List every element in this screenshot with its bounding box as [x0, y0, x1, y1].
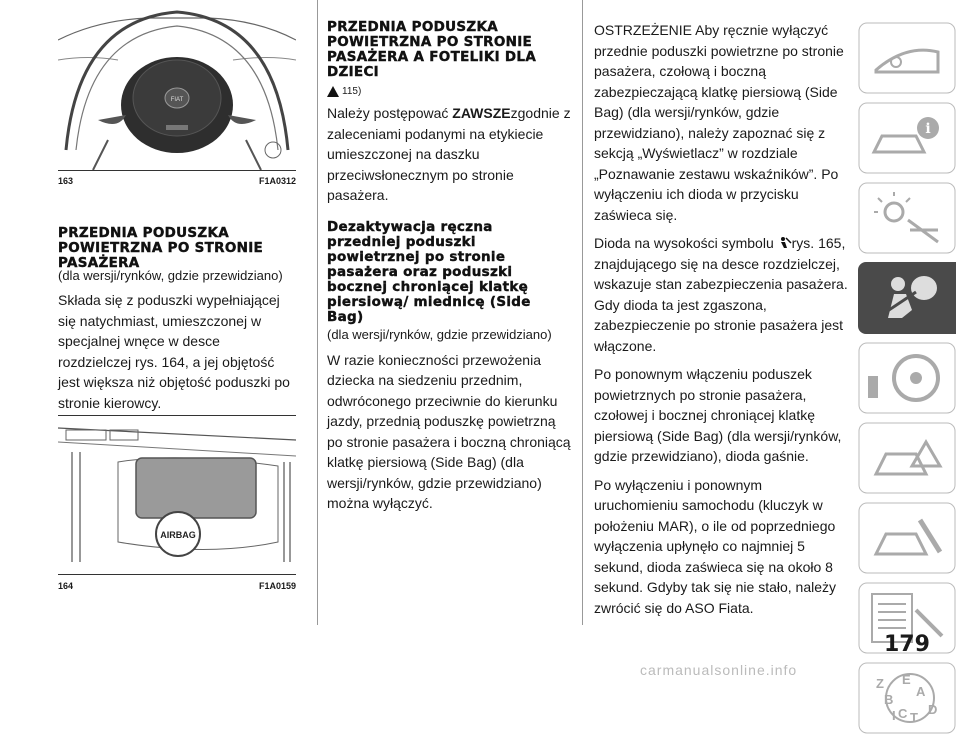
column-divider [582, 0, 583, 625]
tab-index[interactable] [858, 662, 956, 734]
text-span: Należy postępować [327, 105, 453, 121]
steering-wheel-airbag-illustration [58, 0, 296, 170]
car-dashboard-icon [858, 22, 956, 94]
body-paragraph: Po ponownym włączeniu poduszek powietrznych po stronie pasażera, czołowej i bocznej chroniącej klatkę piersiową (Side Bag) (dla wersji/rynków, gdzie przewidziano), dioda gaśnie. [594, 366, 842, 464]
tab-warning-lights[interactable] [858, 182, 956, 254]
body-paragraph: OSTRZEŻENIE Aby ręcznie wyłączyć przednie poduszki powietrzne po stronie pasażera, czołową i boczną zabezpieczającą klatkę piersiową (Side Bag) (dla wersji/rynków, gdzie przewidziano), należy zapoznać się z sekcją „Wyświetlacz” w rozdziale „Poznawanie zestawu wskaźników”. Po wyłączeniu ich dioda w przycisku zaświeca się. [594, 22, 844, 223]
car-info-icon [858, 102, 956, 174]
figure-number: 164 [58, 581, 74, 591]
svg-text:D: D [928, 702, 938, 717]
svg-text:A: A [916, 684, 926, 699]
dashboard-airbag-illustration [58, 422, 296, 572]
tab-safety[interactable] [858, 262, 956, 334]
warning-reference [327, 86, 573, 97]
steering-wheel-icon [858, 342, 956, 414]
warning-ref-number: 115) [342, 86, 362, 97]
tab-info[interactable] [858, 102, 956, 174]
body-paragraph: W razie konieczności przewożenia dziecka na siedzeniu przednim, odwróconego przeciwnie do kierunku jazdy, przednią poduszkę powietrzną po stronie pasażera i boczną chroniącą klatkę piersiową (Side Bag) (dla wersji/rynków, gdzie przewidziano) można wyłączyć. [327, 351, 571, 511]
body-paragraph: Po wyłączeniu i ponownym uruchomieniu samochodu (kluczyk w położeniu MAR), o ile od poprzedniego wyłączenia upłynęło co najmniej 5 sekund, dioda zaświeca się na około 8 sekund. Gdyby tak się nie stało, należy zwrócić się do ASO Fiata. [594, 476, 837, 616]
svg-text:T: T [910, 710, 918, 725]
alphabetical-index-icon [858, 662, 956, 734]
section-subtitle: (dla wersji/rynków, gdzie przewidziano) [58, 268, 283, 283]
svg-text:i: i [925, 121, 931, 137]
section-heading-child-seats: PRZEDNIA PODUSZKA POWIETRZNA PO STRONIE PASAŻERA A FOTELIKI DLA DZIECI [327, 19, 537, 80]
right-column [594, 20, 848, 626]
tab-maintenance[interactable] [858, 502, 956, 574]
middle-column [327, 20, 573, 522]
page-number: 179 [884, 632, 930, 657]
figure-163-caption [58, 176, 296, 188]
passenger-airbag-off-icon [778, 235, 792, 249]
airbag-seatbelt-icon [858, 262, 956, 334]
figure-code: F1A0312 [258, 176, 296, 186]
svg-text:FIAT: FIAT [170, 97, 184, 103]
figure-164-top-rule [58, 415, 296, 416]
airbag-label: AIRBAG [160, 530, 196, 540]
body-paragraph [327, 103, 573, 206]
figure-164-caption [58, 581, 296, 593]
watermark: carmanualsonline.info [640, 662, 798, 678]
svg-text:C: C [898, 706, 908, 721]
figure-number: 163 [58, 176, 74, 186]
tab-emergency[interactable] [858, 422, 956, 494]
figure-164-bottom-rule [58, 574, 296, 575]
body-paragraph [594, 233, 848, 356]
text-span: Dioda na wysokości symbolu [594, 235, 778, 251]
emphasis-always: ZAWSZE [452, 105, 511, 121]
svg-text:E: E [902, 672, 911, 687]
column-divider [317, 0, 318, 625]
body-paragraph: Składa się z poduszki wypełniającej się natychmiast, umieszczonej w specjalnej wnęce w desce rozdzielczej rys. 164, a jej objętość jest większa niż objętość poduszki po stronie kierowcy. [58, 292, 290, 411]
warning-triangle-icon [327, 86, 339, 97]
section-subtitle: (dla wersji/rynków, gdzie przewidziano) [327, 326, 552, 342]
figure-code: F1A0159 [258, 581, 296, 591]
figure-163-rule [58, 170, 296, 171]
tab-starting-driving[interactable] [858, 342, 956, 414]
text-span: zgodnie z zaleceniami podanymi na etykiecie umieszczonej na daszku przeciwsłonecznym po stronie pasażera. [327, 105, 571, 203]
car-emergency-icon [858, 422, 956, 494]
svg-text:Z: Z [876, 676, 884, 691]
svg-text:I: I [892, 708, 896, 723]
svg-text:B: B [884, 692, 894, 707]
warning-lights-icon [858, 182, 956, 254]
section-heading-passenger-airbag: PRZEDNIA PODUSZKA POWIETRZNA PO STRONIE PASAŻERA [58, 225, 264, 271]
tab-dashboard[interactable] [858, 22, 956, 94]
car-maintenance-icon [858, 502, 956, 574]
text-span: rys. 165, znajdującego się na desce rozdzielczej, wskazuje stan zabezpieczenia pasażera. Gdy dioda ta jest zgaszona, zabezpieczenie po stronie pasażera jest włączone. [594, 235, 848, 354]
section-heading-manual-deactivation: Dezaktywacja ręczna przedniej poduszki powietrznej po stronie pasażera oraz poduszki bocznej chroniącej klatkę piersiową/ miednicę (Side Bag) [327, 218, 531, 325]
